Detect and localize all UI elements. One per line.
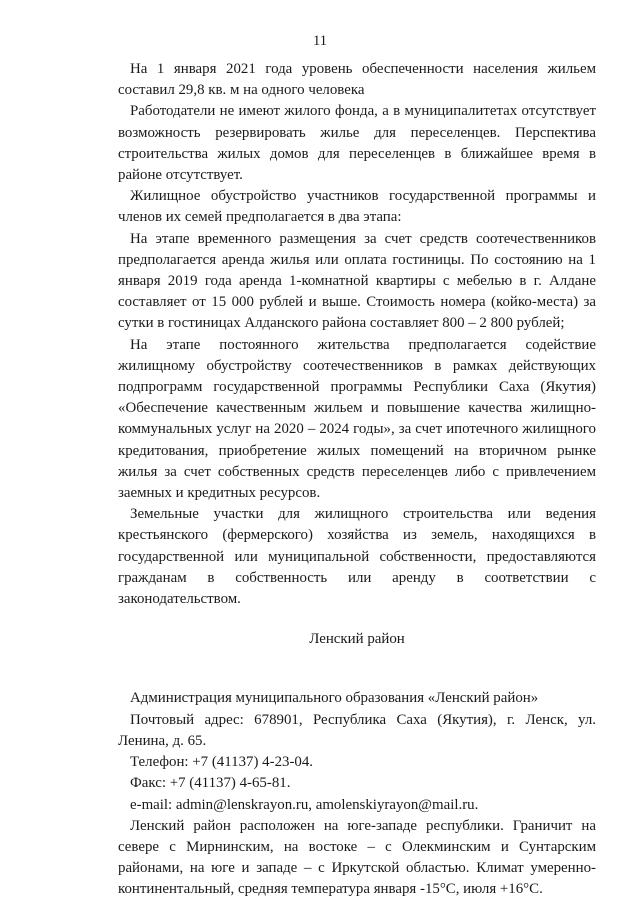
paragraph-district-description: Ленский район расположен на юге-западе республики. Граничит на севере с Мирнинским, на востоке – с Олекминским и Сунтарским районами, на юге и западе – с Иркутской областью. Климат умеренно-континентальный, средняя температура января -15°С, июля +16°С. [118,817,596,898]
paragraph-land-plots: Земельные участки для жилищного строительства или ведения крестьянского (фермерского) хозяйства из земель, находящихся в государственной или муниципальной собственности, предоставляются гражданам в собственность или аренду в соответствии с законодательством. [118,506,596,608]
paragraph-housing-level: На 1 января 2021 года уровень обеспеченности населения жильем составил 29,8 кв. м на одного человека [118,61,596,99]
contact-phone: Телефон: +7 (41137) 4-23-04. [130,754,314,771]
contact-address: Почтовый адрес: 678901, Республика Саха (Якутия), г. Ленск, ул. Ленина, д. 65. [118,711,596,749]
paragraph-permanent-stage: На этапе постоянного жительства предполагается содействие жилищному обустройству соотечественников в рамках действующих подпрограмм государственной программы Республики Саха (Якутия) «Обеспечение качественным жильем и повышение качества жилищно-коммунальных услуг на 2020 – 2024 годы», за счет ипотечного жилищного кредитования, приобретение жилых помещений на вторичном рынке жилья за счет собственных средств переселенцев либо с привлечением заемных и кредитных ресурсов. [118,336,596,502]
section-heading: Ленский район [309,631,405,648]
paragraph-two-stages: Жилищное обустройство участников государственной программы и членов их семей предполагается в два этапа: [118,188,596,226]
contact-organization: Администрация муниципального образования «Ленский район» [130,690,539,707]
paragraph-temporary-stage: На этапе временного размещения за счет средств соотечественников предполагается аренда жилья или оплата гостиницы. По состоянию на 1 января 2019 года аренда 1-комнатной квартиры с мебелью в г. Алдане составляет от 15 000 рублей и выше. Стоимость номера (койко-места) за сутки в гостиницах Алданского района составляет 800 – 2 800 рублей; [118,230,596,332]
paragraph-employers: Работодатели не имеют жилого фонда, а в муниципалитетах отсутствует возможность резервировать жилье для переселенцев. Перспектива строительства жилых домов для переселенцев в ближайшее время в районе отсутствует. [118,103,596,184]
page-number: 11 [313,33,327,49]
document-body [118,59,596,901]
contact-email: e-mail: admin@lenskrayon.ru, amolenskiyrayon@mail.ru. [130,796,479,813]
contact-fax: Факс: +7 (41137) 4-65-81. [130,775,291,792]
